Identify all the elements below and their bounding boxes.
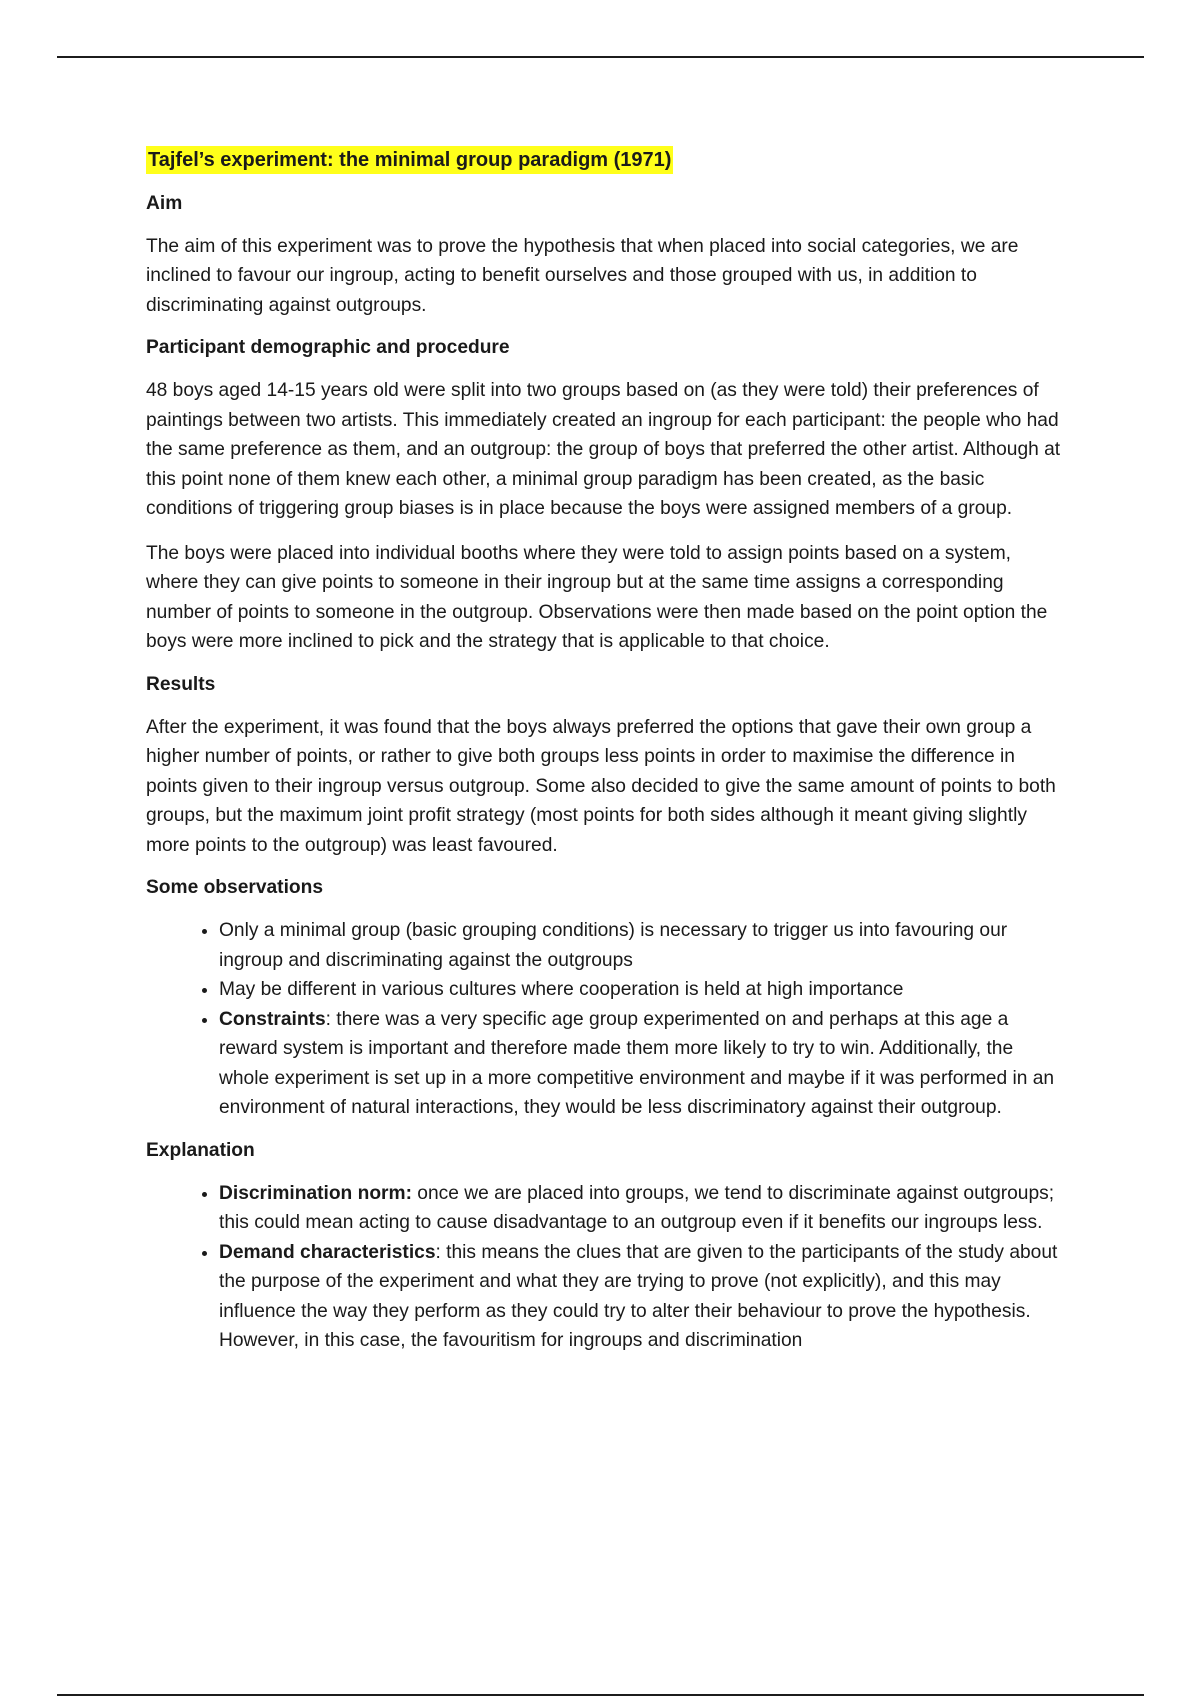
- document-title: Tajfel’s experiment: the minimal group paradigm (1971): [146, 146, 673, 174]
- aim-heading: Aim: [146, 192, 183, 214]
- explanation-heading: Explanation: [146, 1139, 255, 1161]
- list-item: [219, 1005, 1066, 1123]
- observation-1-text: Only a minimal group (basic grouping conditions) is necessary to trigger us into favouring our ingroup and discriminating against the outgroups: [219, 920, 1008, 971]
- aim-paragraph: The aim of this experiment was to prove the hypothesis that when placed into social categories, we are inclined to favour our ingroup, acting to benefit ourselves and those grouped with us, in addition to discriminating against outgroups.: [146, 235, 1019, 316]
- observation-2-text: May be different in various cultures where cooperation is held at high importance: [219, 979, 904, 1000]
- list-item: [219, 975, 1066, 1005]
- page-top-rule: [57, 56, 1144, 58]
- procedure-heading: Participant demographic and procedure: [146, 337, 510, 358]
- observations-heading: Some observations: [146, 877, 324, 898]
- explanation-2-text: : this means the clues that are given to the participants of the study about the purpose of the experiment and what they are trying to prove (not explicitly), and this may influence the way they perform as they could try to alter their behaviour to prove the hypothesis. However, in this case, the favouritism for ingroups and discrimination: [219, 1241, 1058, 1351]
- explanation-2-term: Demand characteristics: [219, 1241, 436, 1263]
- results-paragraph: After the experiment, it was found that the boys always preferred the options that gave their own group a higher number of points, or rather to give both groups less points in order to maximise the difference in points given to their ingroup versus outgroup. Some also decided to give the same amount of points to both groups, but the maximum joint profit strategy (most points for both sides although it meant giving slightly more points to the outgroup) was least favoured.: [146, 716, 1056, 856]
- list-item: [219, 916, 1066, 975]
- observation-3-term: Constraints: [219, 1008, 326, 1030]
- explanation-list: [146, 1179, 1066, 1356]
- results-heading: Results: [146, 673, 216, 695]
- explanation-1-text: once we are placed into groups, we tend to discriminate against outgroups; this could mean acting to cause disadvantage to an outgroup even if it benefits our ingroups less.: [219, 1182, 1055, 1233]
- list-item: [219, 1179, 1066, 1238]
- document-body: [146, 146, 1066, 1370]
- explanation-1-term: Discrimination norm:: [219, 1182, 412, 1204]
- procedure-paragraph-2: The boys were placed into individual booths where they were told to assign points based on a system, where they can give points to someone in their ingroup but at the same time assigns a corresponding number of points to someone in the outgroup. Observations were then made based on the point option the boys were more inclined to pick and the strategy that is applicable to that choice.: [146, 542, 1048, 652]
- list-item: [219, 1238, 1066, 1356]
- observation-3-text: : there was a very specific age group experimented on and perhaps at this age a reward system is important and therefore made them more likely to try to win. Additionally, the whole experiment is set up in a more competitive environment and maybe if it was performed in an environment of natural interactions, they would be less discriminatory against their outgroup.: [219, 1008, 1055, 1118]
- observations-list: [146, 916, 1066, 1123]
- page-bottom-rule: [57, 1694, 1144, 1696]
- procedure-paragraph-1: 48 boys aged 14-15 years old were split into two groups based on (as they were told) their preferences of paintings between two artists. This immediately created an ingroup for each participant: the people who had the same preference as them, and an outgroup: the group of boys that preferred the other artist. Although at this point none of them knew each other, a minimal group paradigm has been created, as the basic conditions of triggering group biases is in place because the boys were assigned members of a group.: [146, 380, 1061, 519]
